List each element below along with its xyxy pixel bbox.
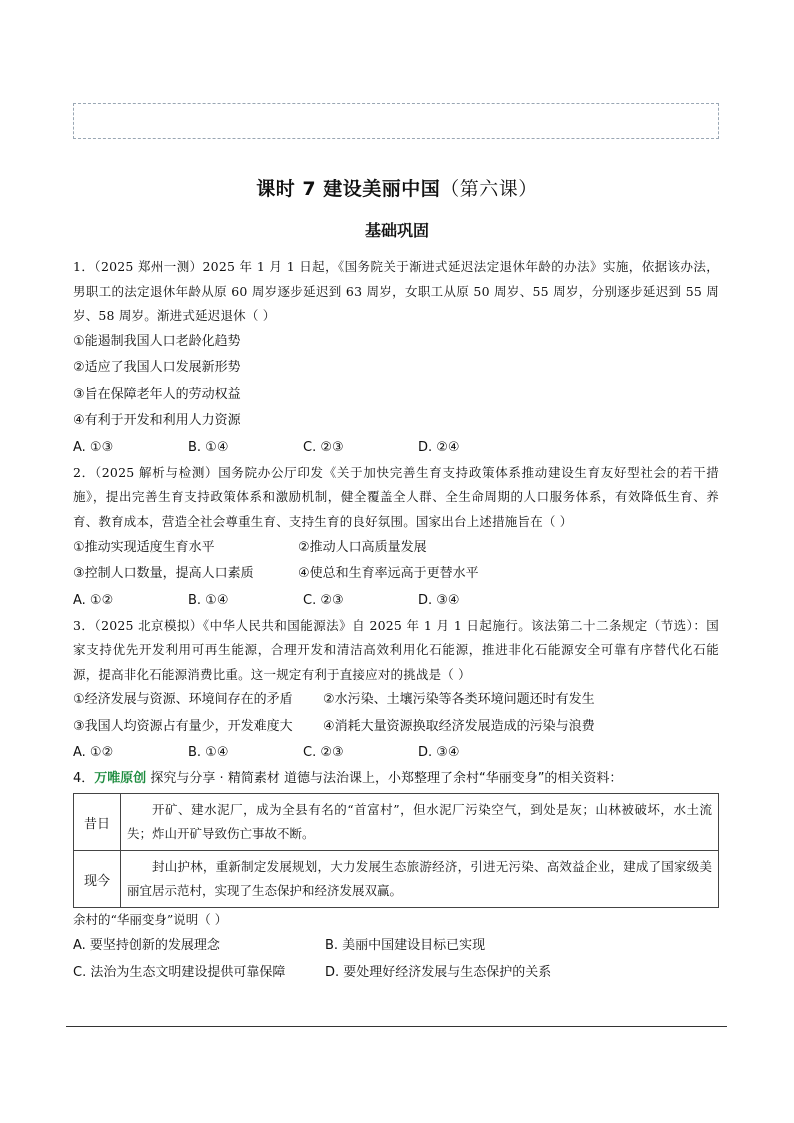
choice-a[interactable]: A. 要坚持创新的发展理念	[73, 938, 220, 954]
lesson-title	[0, 174, 794, 201]
question-2-option-2: ②推动人口高质量发展	[298, 539, 427, 555]
lesson-title-sub: （第六课）	[440, 178, 538, 200]
section-heading: 基础巩固	[364, 221, 429, 240]
lesson-title-main: 课时 7 建设美丽中国	[256, 178, 441, 200]
question-1-option-1: ①能遏制我国人口老龄化趋势	[73, 333, 241, 349]
question-4-choices-row-1	[73, 932, 719, 959]
question-2-options-row-1	[73, 535, 719, 562]
question-4-number: 4．	[73, 771, 95, 787]
question-3-stem: 3．（2025 北京模拟）《中华人民共和国能源法》自 2025 年 1 月 1 日起施行。该法第二十二条规定（节选）：国家支持优先开发利用可再生能源，合理开发和清洁高效利用化石能源，推进非化石能源安全可靠有序替代化石能源，提高非化石能源消费比重。这一规定有利于直接应对的挑战是（ ）	[73, 617, 719, 682]
question-4-stem	[73, 766, 719, 792]
question-1	[73, 255, 719, 461]
choice-d[interactable]: D. 要处理好经济发展与生态保护的关系	[325, 965, 552, 981]
question-list	[73, 255, 719, 986]
question-1-option-3: ③旨在保障老年人的劳动权益	[73, 386, 241, 402]
header-placeholder-box	[73, 103, 719, 139]
choice-b[interactable]: B. ①④	[188, 745, 229, 761]
brand-tag: 万唯原创	[94, 771, 147, 787]
question-2-options-row-2	[73, 561, 719, 588]
question-3-option-4: ④消耗大量资源换取经济发展造成的污染与浪费	[323, 718, 595, 734]
choice-b[interactable]: B. ①④	[188, 592, 229, 608]
question-4	[73, 766, 719, 986]
question-3-option-1: ①经济发展与资源、环境间存在的矛盾	[73, 692, 293, 708]
footer-divider	[66, 1026, 727, 1027]
question-2-stem: 2．（2025 解析与检测）国务院办公厅印发《关于加快完善生育支持政策体系推动建设生育友好型社会的若干措施》，提出完善生育支持政策体系和激励机制，健全覆盖全人群、全生命周期的人口服务体系，有效降低生育、养育、教育成本，营造全社会尊重生育、支持生育的良好氛围。国家出台上述措施旨在（ ）	[73, 464, 719, 529]
question-2-option-3: ③控制人口数量，提高人口素质	[73, 566, 254, 582]
choice-a[interactable]: A. ①②	[73, 745, 114, 761]
question-3-choices	[73, 740, 719, 766]
question-4-prompt: 余村的“华丽变身”说明（ ）	[73, 912, 228, 928]
table-row	[74, 794, 719, 851]
question-2	[73, 461, 719, 614]
choice-c[interactable]: C. ②③	[303, 745, 344, 761]
choice-c[interactable]: C. ②③	[303, 592, 344, 608]
table-row-label: 昔日	[74, 794, 121, 851]
question-3-options-row-2	[73, 714, 719, 741]
choice-d[interactable]: D. ②④	[418, 439, 460, 455]
question-1-option-2: ②适应了我国人口发展新形势	[73, 360, 241, 376]
question-1-choices	[73, 435, 719, 461]
choice-d[interactable]: D. ③④	[418, 592, 460, 608]
choice-d[interactable]: D. ③④	[418, 745, 460, 761]
table-row-label: 现今	[74, 851, 121, 908]
table-row	[74, 851, 719, 908]
choice-b[interactable]: B. ①④	[188, 439, 229, 455]
question-2-option-4: ④使总和生育率远高于更替水平	[298, 566, 479, 582]
choice-a[interactable]: A. ①②	[73, 592, 114, 608]
question-2-option-1: ①推动实现适度生育水平	[73, 539, 215, 555]
choice-c[interactable]: C. 法治为生态文明建设提供可靠保障	[73, 965, 286, 981]
choice-b[interactable]: B. 美丽中国建设目标已实现	[325, 938, 486, 954]
question-3	[73, 614, 719, 767]
question-3-options-row-1	[73, 687, 719, 714]
choice-a[interactable]: A. ①③	[73, 439, 114, 455]
comparison-table	[73, 793, 719, 908]
table-row-text: 封山护林，重新制定发展规划，大力发展生态旅游经济，引进无污染、高效益企业，建成了国家级美丽宜居示范村，实现了生态保护和经济发展双赢。	[121, 851, 719, 908]
question-1-stem: 1．（2025 郑州一测）2025 年 1 月 1 日起，《国务院关于渐进式延迟法定退休年龄的办法》实施，依据该办法，男职工的法定退休年龄从原 60 周岁逐步延迟到 63 周岁，女职工从原 50 周岁、55 周岁，分别逐步延迟到 55 周岁、58 周岁。渐进式延迟退休（ ）	[73, 259, 719, 324]
choice-c[interactable]: C. ②③	[303, 439, 344, 455]
question-1-option-4: ④有利于开发和利用人力资源	[73, 413, 241, 429]
question-4-choices-row-2	[73, 959, 719, 986]
question-3-option-2: ②水污染、土壤污染等各类环境问题还时有发生	[323, 692, 595, 708]
table-row-text: 开矿、建水泥厂，成为全县有名的“首富村”，但水泥厂污染空气，到处是灰；山林被破坏，水土流失；炸山开矿导致伤亡事故不断。	[121, 794, 719, 851]
question-4-lead: 探究与分享 · 精简素材 道德与法治课上，小郑整理了余村“华丽变身”的相关资料：	[146, 771, 623, 787]
question-3-option-3: ③我国人均资源占有量少，开发难度大	[73, 718, 293, 734]
question-2-choices	[73, 588, 719, 614]
